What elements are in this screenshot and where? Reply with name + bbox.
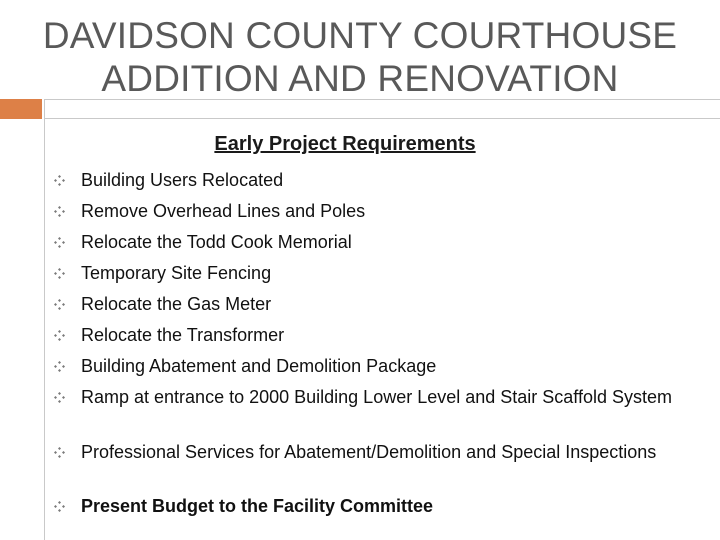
four-diamond-bullet-icon (54, 501, 65, 512)
list-item-text: Ramp at entrance to 2000 Building Lower Level and Stair Scaffold System (81, 387, 673, 407)
list-item-text: Building Abatement and Demolition Package (81, 356, 437, 376)
slide-title-line-2: ADDITION AND RENOVATION (101, 58, 619, 99)
list-item-text: Temporary Site Fencing (81, 263, 272, 283)
four-diamond-bullet-icon (54, 268, 65, 279)
list-item-text: Professional Services for Abatement/Demolition and Special Inspections (81, 442, 657, 462)
four-diamond-bullet-icon (54, 330, 65, 341)
list-item-text: Remove Overhead Lines and Poles (81, 201, 366, 221)
four-diamond-bullet-icon (54, 237, 65, 248)
list-item-text: Relocate the Todd Cook Memorial (81, 232, 352, 252)
list-item-text: Relocate the Gas Meter (81, 294, 272, 314)
four-diamond-bullet-icon (54, 206, 65, 217)
four-diamond-bullet-icon (54, 392, 65, 403)
list-item-text: Relocate the Transformer (81, 325, 285, 345)
four-diamond-bullet-icon (54, 361, 65, 372)
slide-title-line-1: DAVIDSON COUNTY COURTHOUSE (42, 15, 678, 56)
section-heading: Early Project Requirements (214, 133, 476, 155)
four-diamond-bullet-icon (54, 447, 65, 458)
list-item-text: Building Users Relocated (81, 170, 284, 190)
list-item-text: Present Budget to the Facility Committee (81, 496, 434, 516)
four-diamond-bullet-icon (54, 299, 65, 310)
four-diamond-bullet-icon (54, 175, 65, 186)
